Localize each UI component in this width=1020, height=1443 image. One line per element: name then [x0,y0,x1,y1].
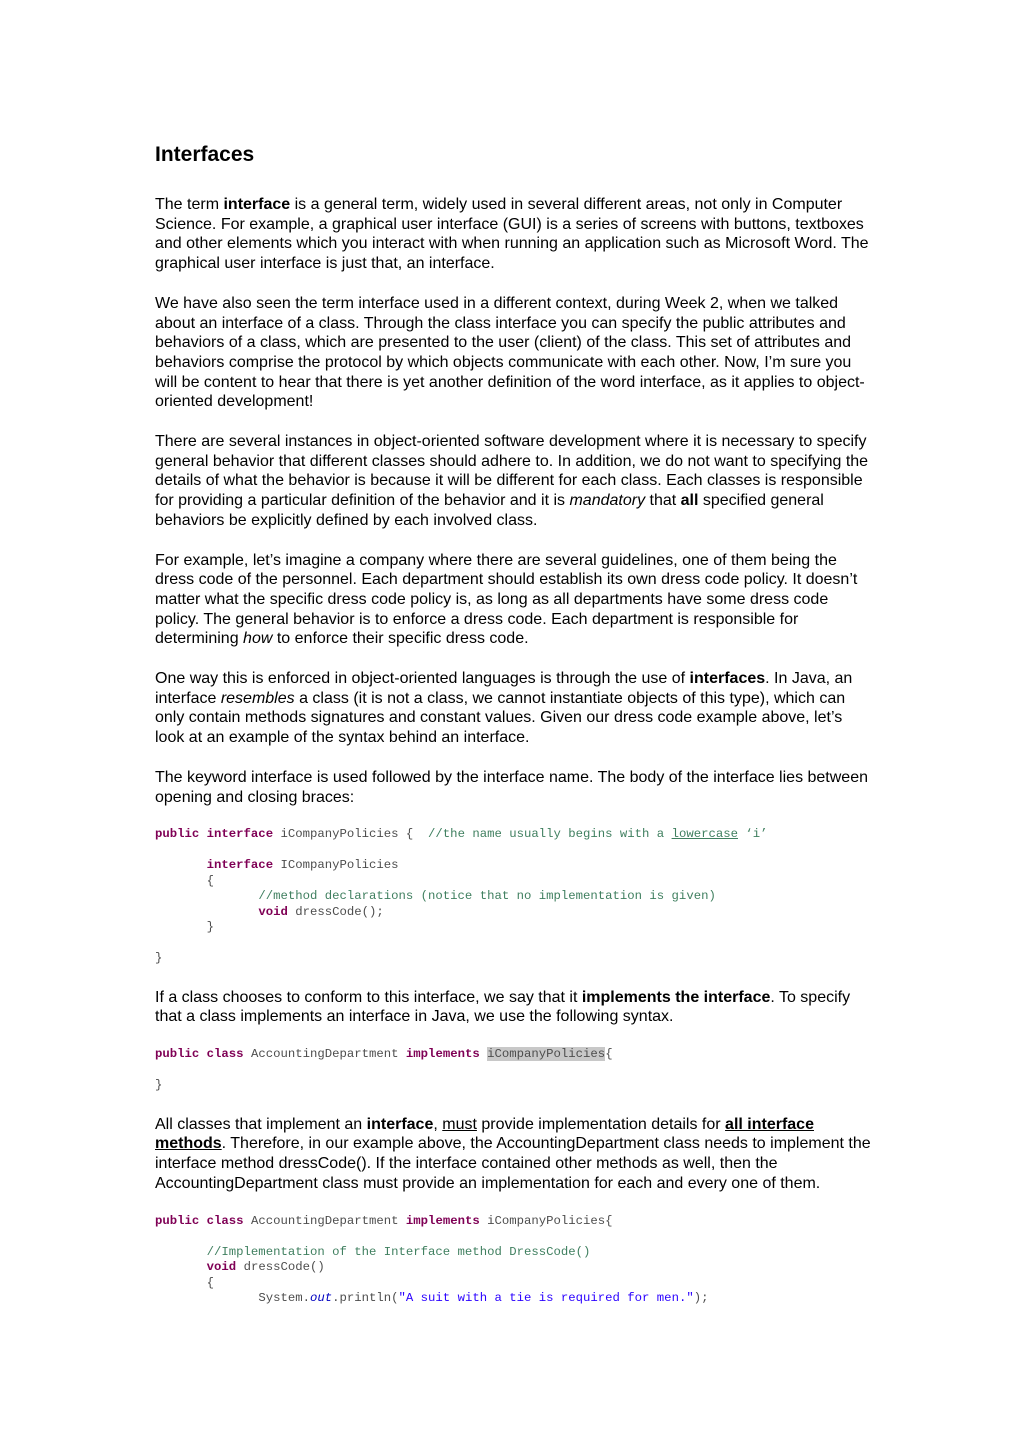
document-content [155,143,875,1328]
code-block-interface: public interface iCompanyPolicies { //the name usually begins with a lowercase ‘i’ interface ICompanyPolicies { //method declarations (notice that no implementation is given) void dressCode(); } } [155,827,768,966]
code-block-implements: public class AccountingDepartment implements iCompanyPolicies{ } [155,1047,613,1093]
paragraph-1: The term interface is a general term, widely used in several different areas, not only in Computer Science. For example, a graphical user interface (GUI) is a series of screens with buttons, textboxes and other elements which you interact with when running an application such as Microsoft Word. The graphical user interface is just that, an interface. [155,196,869,273]
paragraph-8: All classes that implement an interface, must provide implementation details for all interface methods. Therefore, in our example above, the AccountingDepartment class needs to implement the interface method dressCode(). If the interface contained other methods as well, then the AccountingDepartment class must provide an implementation for each and every one of them. [155,1115,871,1192]
paragraph-4: For example, let’s imagine a company where there are several guidelines, one of them being the dress code of the personnel. Each department should establish its own dress code policy. It doesn’t matter what the specific dress code policy is, as long as all departments have some dress code policy. The general behavior is to enforce a dress code. Each department is responsible for determining how to enforce their specific dress code. [155,551,858,648]
paragraph-7: If a class chooses to conform to this interface, we say that it implements the interface. To specify that a class implements an interface in Java, we use the following syntax. [155,988,851,1026]
paragraph-2: We have also seen the term interface used in a different context, during Week 2, when we talked about an interface of a class. Through the class interface you can specify the public attributes and behaviors of a class, which are presented to the user (client) of the class. This set of attributes and behaviors comprise the protocol by which objects communicate with each other. Now, I’m sure you will be content to hear that there is yet another definition of the word interface, as it applies to object-oriented development! [155,294,865,411]
page-title: Interfaces [155,143,255,166]
paragraph-6: The keyword interface is used followed by the interface name. The body of the interface lies between opening and closing braces: [155,768,868,806]
code-block-implementation: public class AccountingDepartment implements iCompanyPolicies{ //Implementation of the Interface method DressCode() void dressCode() { System.out.println("A suit with a tie is required for men."); [155,1213,709,1305]
paragraph-3: There are several instances in object-oriented software development where it is necessary to specify general behavior that different classes should adhere to. In addition, we do not want to specifying the details of what the behavior is because it will be different for each class. Each classes is responsible for providing a particular definition of the behavior and it is mandatory that all specified general behaviors be explicitly defined by each involved class. [155,433,869,529]
paragraph-5: One way this is enforced in object-oriented languages is through the use of interfaces. In Java, an interface resembles a class (it is not a class, we cannot instantiate objects of this type), which can only contain methods signatures and constant values. Given our dress code example above, let’s look at an example of the syntax behind an interface. [155,670,853,747]
